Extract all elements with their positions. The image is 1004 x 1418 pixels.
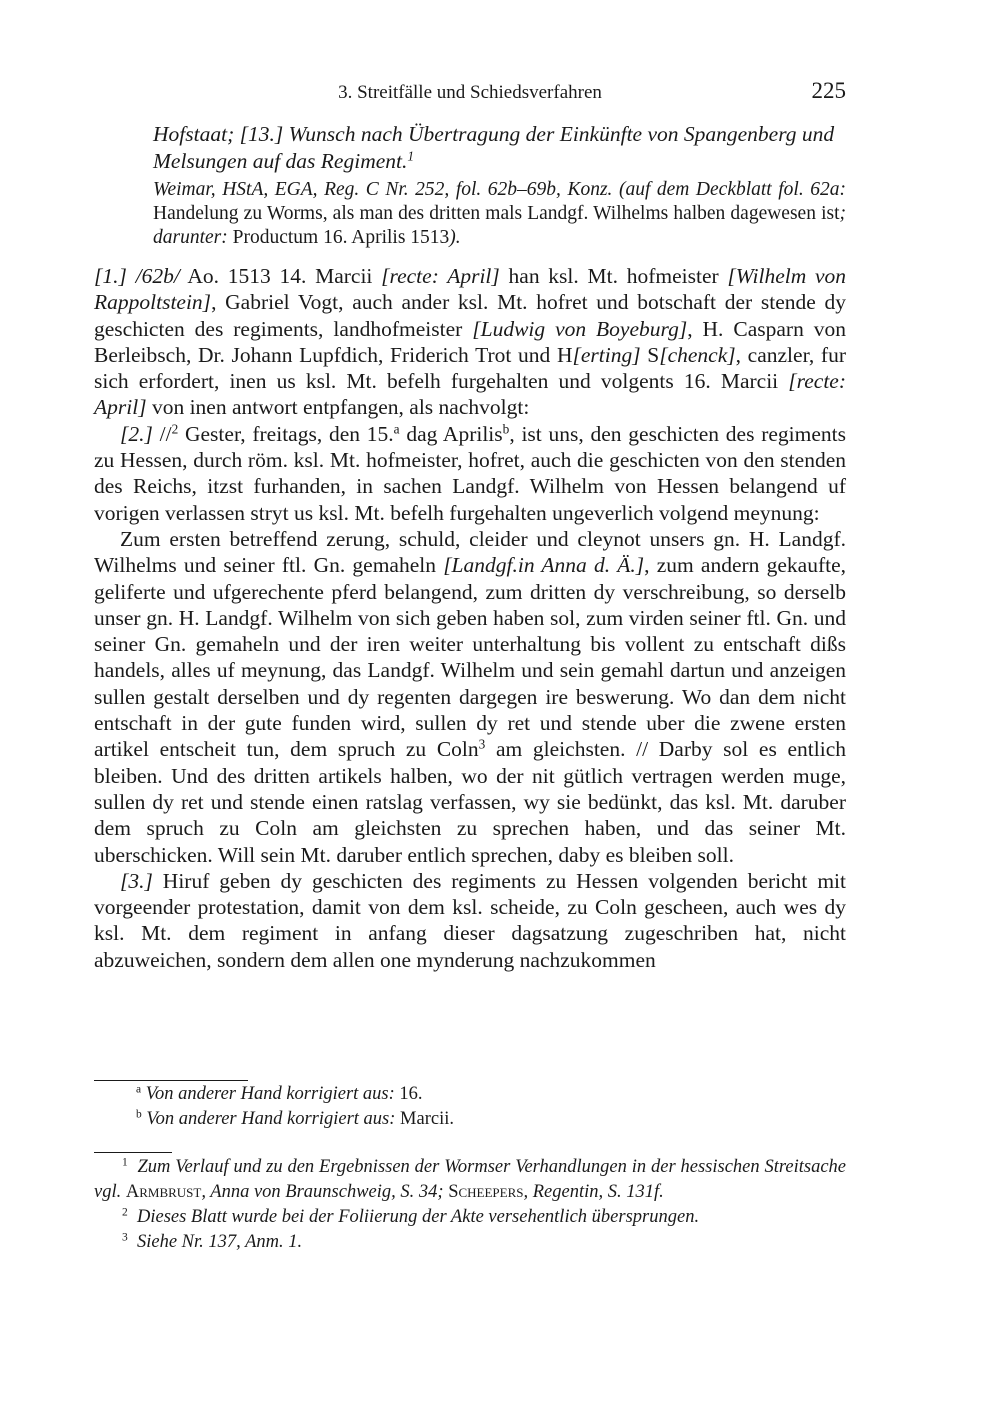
textual-note-mark: a [136, 1083, 142, 1096]
editorial-note: [recte: April] [94, 369, 846, 420]
footnote-1 [94, 1155, 846, 1205]
textual-note-text: 16. [394, 1084, 423, 1104]
document-title-text: Hofstaat; [13.] Wunsch nach Übertragung der Einkünfte von Spangenberg und Melsungen auf das Regiment. [153, 122, 835, 173]
footnote-2 [94, 1205, 846, 1230]
editorial-note: [Wilhelm von Rappoltstein] [94, 264, 847, 315]
editorial-note: [Landgf.in Anna d. Ä.] [443, 553, 645, 578]
page-number: 225 [811, 78, 846, 103]
text-run: , Gabriel Vogt, auch ander ksl. Mt. hofret und botschaft der stende dy geschicten des regiments, landhofmeister [94, 290, 846, 341]
textual-note-label: Von anderer Hand korrigiert aus: [146, 1109, 396, 1129]
textual-note-marker: b [502, 421, 510, 437]
source-archive: Weimar, HStA, EGA, Reg. C Nr. 252, fol. 62b–69b, Konz. (auf dem Deckblatt fol. 62a: [153, 179, 846, 200]
section-number: [2.] [120, 421, 153, 446]
source-cover-text: Handelung zu Worms, als man des dritten mals Landgf. Wilhelms halben dagewesen ist [153, 203, 840, 224]
document-title [153, 121, 846, 175]
text-run: dag Aprilis [399, 421, 503, 446]
textual-notes [94, 1082, 846, 1132]
footnote-mark: 1 [122, 1156, 128, 1169]
textual-note-b [94, 1107, 846, 1132]
running-head-title: 3. Streitfälle und Schiedsverfahren [338, 82, 602, 103]
text-run: // [152, 421, 172, 446]
source-description [153, 178, 846, 250]
source-below-label: ; darunter: [153, 203, 846, 248]
textual-note-marker: a [393, 421, 400, 437]
source-productum: Productum 16. Aprilis 1513 [232, 227, 450, 248]
text-run: Zum ersten betreffend zerung, schuld, cleider und cleynot unsers gn. H. Landgf. Wilhelms und seiner ftl. Gn. gemaheln [94, 526, 846, 578]
footnote-mark: 3 [122, 1231, 128, 1244]
footnote-mark: 2 [122, 1206, 128, 1219]
section-number: [1.] /62b/ [94, 264, 180, 288]
author-name: Scheepers [448, 1182, 524, 1202]
main-text [94, 263, 846, 973]
textual-note-label: Von anderer Hand korrigiert aus: [145, 1084, 395, 1104]
textual-note-text: Marcii. [395, 1109, 454, 1129]
section-number: [3.] [120, 868, 153, 893]
editorial-note: [chenck] [659, 342, 736, 367]
footnote-marker: 2 [171, 421, 179, 437]
text-run: han ksl. Mt. hofmeister [499, 264, 728, 288]
text-run: am gleichsten. // Darby sol es entlich bleiben. Und des dritten artikels halben, wo der nit gütlich vertragen werden muge, sullen dy ret und stende einen ratslag verfassen, wy sie bedünkt, das ksl. Mt. daruber dem spruch zu Coln am gleichsten zu sprechen haben, und das seiner Mt. uberschicken. Will sein Mt. daruber entlich sprechen, daby es bleiben soll. [94, 737, 846, 867]
footnote-marker: 3 [478, 737, 486, 753]
paragraph-4 [94, 868, 846, 973]
footnotes-rule [94, 1152, 172, 1153]
footnote-text: Siehe Nr. 137, Anm. 1. [136, 1232, 303, 1252]
footnote-text: , Anna von Braunschweig, S. 34; [201, 1182, 449, 1202]
text-run: , H. Casparn von Berleibsch, Dr. Johann Lupfdich, Friderich Trot und H [94, 316, 846, 367]
paragraph-3 [94, 526, 846, 868]
footnote-text: Dieses Blatt wurde bei der Foliierung der Akte versehentlich übersprungen. [136, 1207, 700, 1227]
text-run: , canzler, fur sich erfordert, inen us ksl. Mt. befelh furgehalten und volgents 16. Marcii [94, 342, 846, 394]
text-run: von inen antwort entpfangen, als nachvolgt: [146, 395, 530, 420]
editorial-note: [Ludwig von Boyeburg] [472, 316, 688, 341]
editorial-note: [erting] [572, 342, 641, 367]
text-run: Ao. 1513 14. Marcii [179, 264, 382, 288]
paragraph-2 [94, 421, 846, 526]
source-close: ). [449, 227, 461, 248]
textual-notes-rule [94, 1080, 248, 1081]
editorial-note: [recte: April] [381, 264, 500, 288]
footnote-text: , Regentin, S. 131f. [523, 1182, 664, 1202]
text-run: , zum andern gekaufte, geliferte und ufgerechente pferd belangend, zum dritten dy verschreibung, so derselb unser gn. H. Landgf. Wilhelm von sich geben haben sol, zum virden seiner ftl. Gn. und seiner Gn. gemaheln und der iren weiter unterhaltung bis vollent zu entschaft dißs handels, alles uf meynung, das Landgf. Wilhelm und sein gemahl dartun und anzeigen sullen gestalt derselben und dy regenten dargegen ire beswerung. Wo dan dem nicht entschaft in der gute funden wird, sullen dy ret und stende uber die zwene ersten artikel entscheit tun, dem spruch zu Coln [94, 553, 847, 762]
text-run: S [640, 342, 660, 367]
footnote-3 [94, 1230, 846, 1255]
text-run: , ist uns, den geschicten des regiments zu Hessen, durch röm. ksl. Mt. hofmeister, hofret, auch die geschicten von den stenden des Reichs, itzst furhanden, in sachen Landgf. Wilhelm von Hessen belangend uf vorigen verlassen stryt us ksl. Mt. befelh furgehalten ungeverlich volgend meynung: [94, 421, 846, 525]
footnotes [94, 1155, 846, 1255]
paragraph-1 [94, 263, 846, 421]
author-name: Armbrust [125, 1182, 202, 1202]
footnote-marker: 1 [407, 148, 415, 164]
running-head [94, 80, 846, 110]
textual-note-mark: b [136, 1108, 142, 1121]
text-run: Gester, freitags, den 15. [178, 421, 394, 446]
footnote-text: Zum Verlauf und zu den Ergebnissen der Wormser Verhandlungen in der hessischen Streitsache vgl. [94, 1157, 847, 1202]
text-run: Hiruf geben dy geschicten des regiments zu Hessen volgenden bericht mit vorgeender protestation, damit von dem ksl. scheide, zu Coln gescheen, auch wes dy ksl. Mt. dem regiment in anfang dieser dagsatzung zugeschriben hat, nicht abzuweichen, sondern dem allen one mynderung nachzukommen [94, 868, 846, 972]
textual-note-a [94, 1082, 846, 1107]
